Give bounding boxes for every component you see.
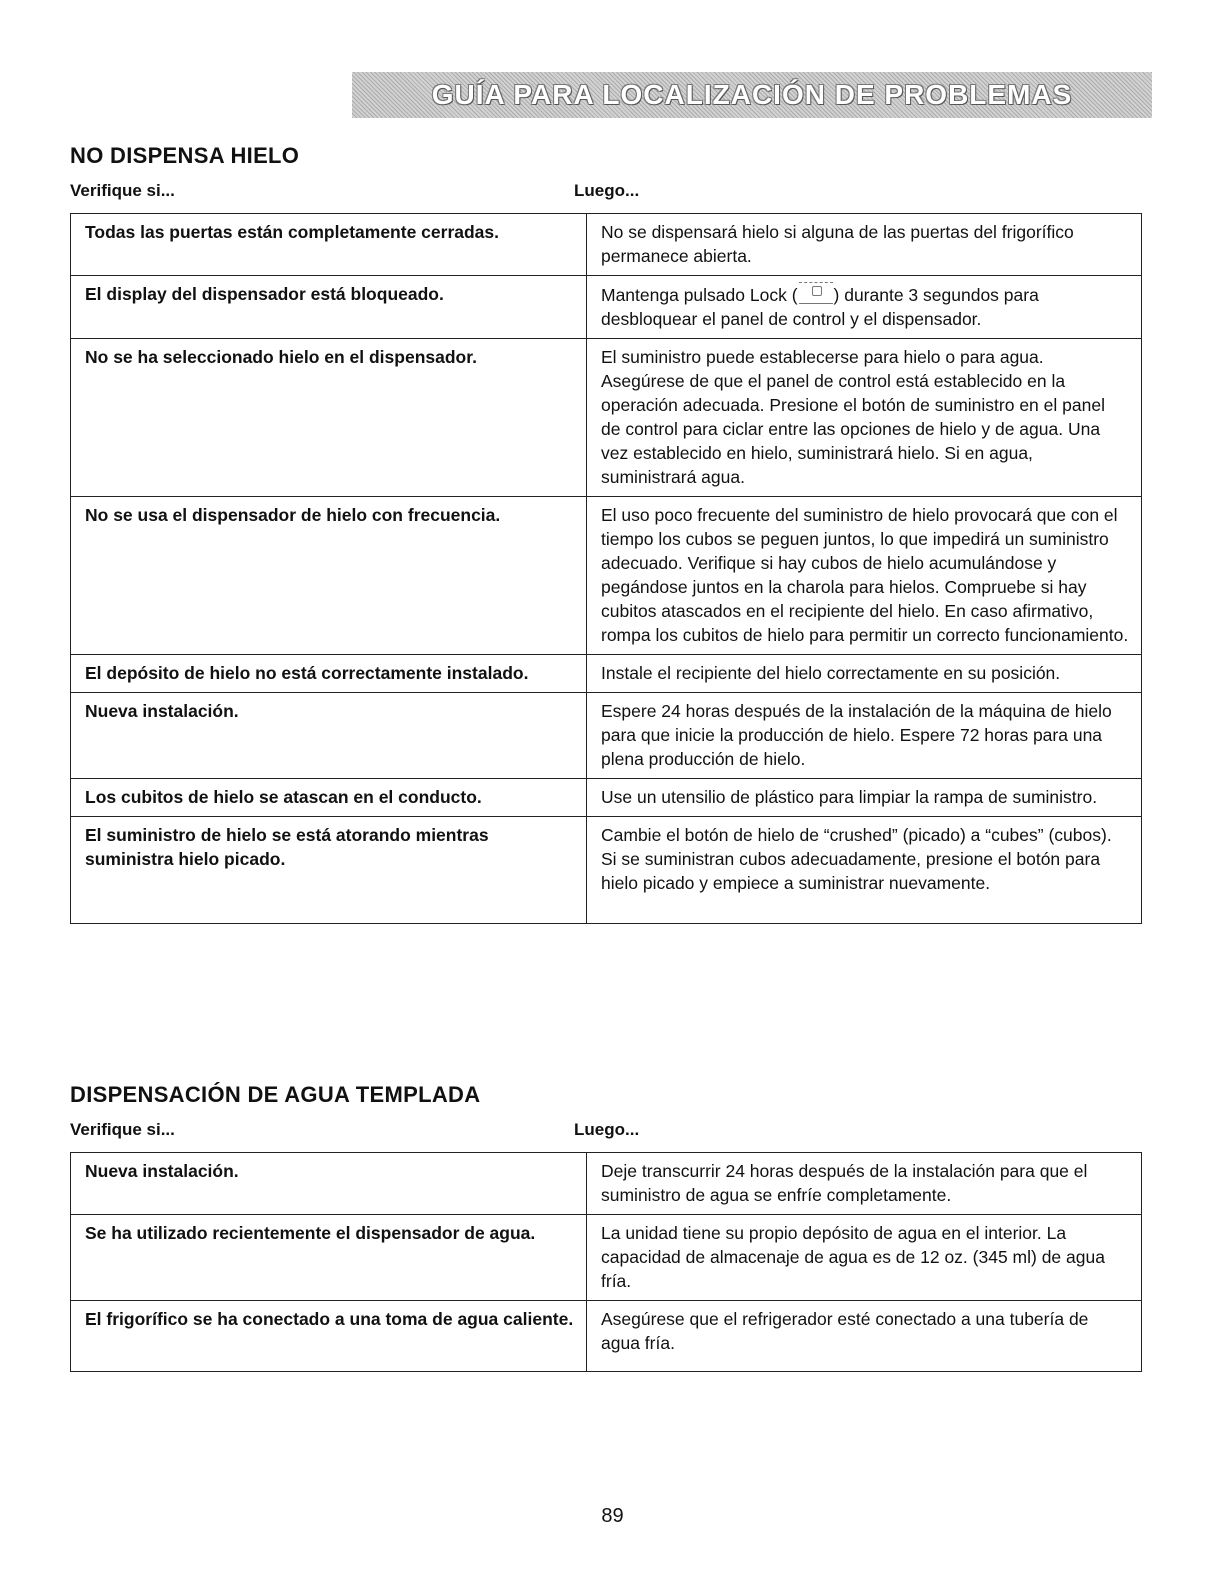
section-banner [352,72,1152,118]
column-headers [70,1120,1142,1146]
solution-cell: Espere 24 horas después de la instalación de la máquina de hielo para que inicie la producción de hielo. Espere 72 horas para una plena producción de hielo. [587,693,1142,779]
table-row [71,693,1142,779]
check-cell: Nueva instalación. [71,693,587,779]
table-row [71,817,1142,924]
lock-button-icon [799,282,833,304]
column-headers [70,181,1142,207]
solution-text-pre: Mantenga pulsado Lock ( [601,285,798,305]
table-row [71,339,1142,497]
column-header-check: Verifique si... [70,1120,175,1139]
table-row [71,1153,1142,1215]
check-cell: No se usa el dispensador de hielo con frecuencia. [71,497,587,655]
table-row [71,779,1142,817]
solution-cell: El uso poco frecuente del suministro de hielo provocará que con el tiempo los cubos se peguen juntos, lo que impedirá un suministro adecuado. Verifique si hay cubos de hielo acumulándose y pegándose juntos en la charola para hielos. Compruebe si hay cubitos atascados en el recipiente del hielo. En caso afirmativo, rompa los cubitos de hielo para permitir un correcto funcionamiento. [587,497,1142,655]
troubleshoot-table [70,213,1142,924]
check-cell: El suministro de hielo se está atorando mientras suministra hielo picado. [71,817,587,924]
column-header-then: Luego... [574,181,640,200]
table-row [71,655,1142,693]
solution-cell: Asegúrese que el refrigerador esté conectado a una tubería de agua fría. [587,1301,1142,1372]
page-number: 89 [601,1505,624,1527]
check-cell: Los cubitos de hielo se atascan en el conducto. [71,779,587,817]
section-no-ice [70,143,1142,924]
check-cell: El depósito de hielo no está correctamente instalado. [71,655,587,693]
solution-cell: No se dispensará hielo si alguna de las puertas del frigorífico permanece abierta. [587,214,1142,276]
banner-title: GUÍA PARA LOCALIZACIÓN DE PROBLEMAS [431,79,1073,110]
table-row [71,276,1142,339]
solution-cell: Deje transcurrir 24 horas después de la instalación para que el suministro de agua se enfríe completamente. [587,1153,1142,1215]
check-cell: Todas las puertas están completamente cerradas. [71,214,587,276]
check-cell: El frigorífico se ha conectado a una toma de agua caliente. [71,1301,587,1372]
check-cell: El display del dispensador está bloqueado. [71,276,587,339]
solution-cell [587,276,1142,339]
solution-cell: Instale el recipiente del hielo correctamente en su posición. [587,655,1142,693]
solution-cell: La unidad tiene su propio depósito de agua en el interior. La capacidad de almacenaje de agua es de 12 oz. (345 ml) de agua fría. [587,1215,1142,1301]
section-warm-water [70,1082,1142,1372]
check-cell: Se ha utilizado recientemente el dispensador de agua. [71,1215,587,1301]
solution-cell: Cambie el botón de hielo de “crushed” (picado) a “cubes” (cubos). Si se suministran cubos adecuadamente, presione el botón para hielo picado y empiece a suministrar nuevamente. [587,817,1142,924]
section-title: NO DISPENSA HIELO [70,143,300,168]
troubleshoot-table [70,1152,1142,1372]
section-title: DISPENSACIÓN DE AGUA TEMPLADA [70,1082,481,1107]
check-cell: No se ha seleccionado hielo en el dispensador. [71,339,587,497]
solution-cell: El suministro puede establecerse para hielo o para agua. Asegúrese de que el panel de control está establecido en la operación adecuada. Presione el botón de suministro en el panel de control para ciclar entre las opciones de hielo y de agua. Una vez establecido en hielo, suministrará hielo. Si en agua, suministrará agua. [587,339,1142,497]
check-cell: Nueva instalación. [71,1153,587,1215]
table-row [71,214,1142,276]
table-row [71,497,1142,655]
solution-text-post: ) durante 3 segundos para desbloquear el panel de control y el dispensador. [601,285,1039,329]
table-row [71,1215,1142,1301]
column-header-check: Verifique si... [70,181,175,200]
table-row [71,1301,1142,1372]
solution-cell: Use un utensilio de plástico para limpiar la rampa de suministro. [587,779,1142,817]
column-header-then: Luego... [574,1120,640,1139]
